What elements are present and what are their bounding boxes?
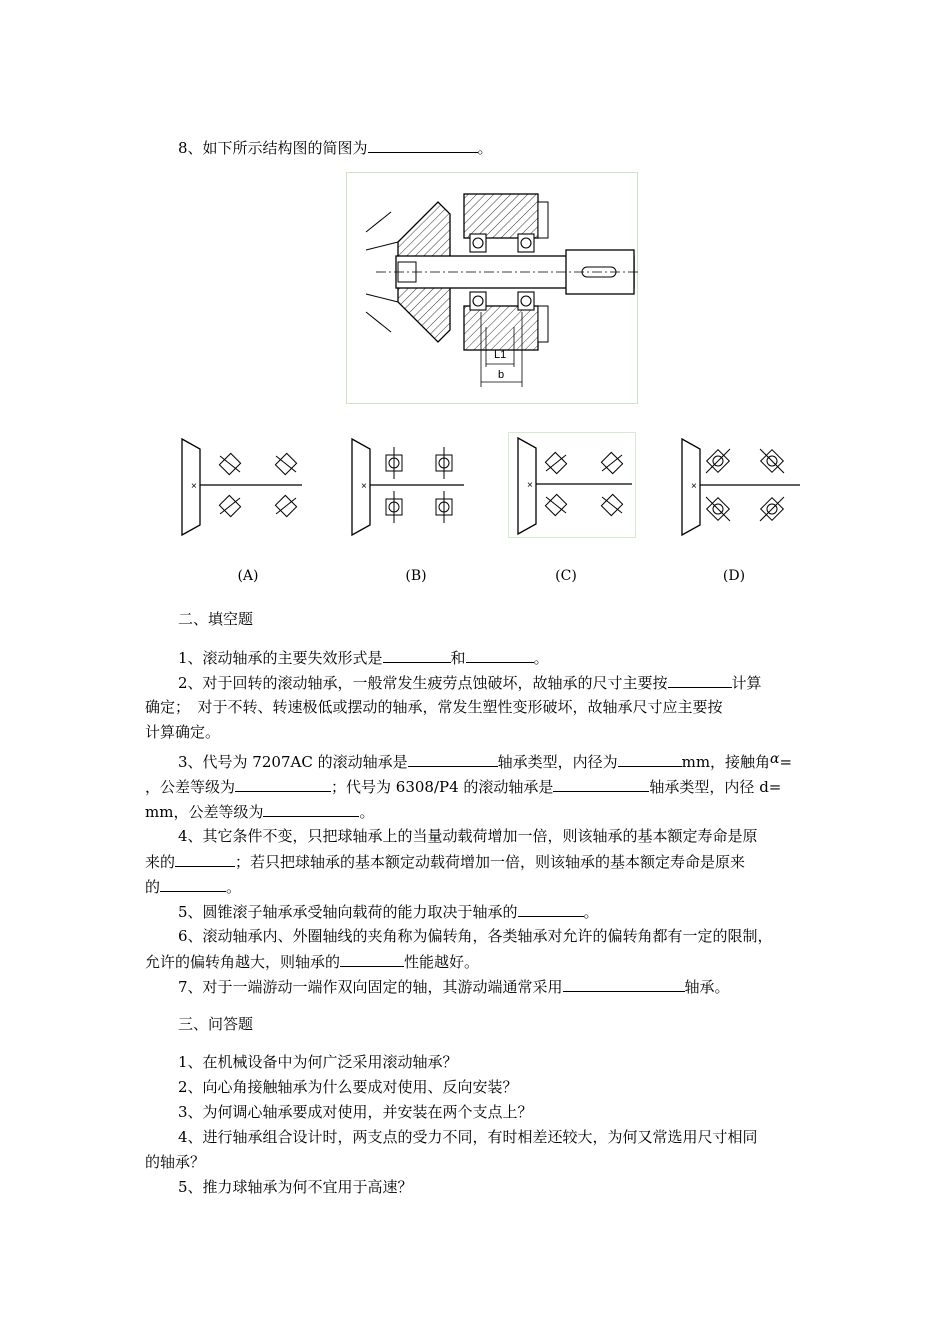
option-a-label: (A) xyxy=(237,568,259,584)
s2-q3-blank5[interactable] xyxy=(263,801,359,817)
option-b-label: (B) xyxy=(405,568,427,584)
svg-text:×: × xyxy=(191,481,197,492)
option-d-schematic[interactable] xyxy=(676,435,804,539)
s2-q2-blank1[interactable] xyxy=(668,672,732,688)
s2-q6-line1: 6、滚动轴承内、外圈轴线的夹角称为偏转角，各类轴承对允许的偏转角都有一定的限制， xyxy=(178,927,773,945)
s2-q5-blank[interactable] xyxy=(518,901,584,917)
q8-blank[interactable] xyxy=(368,137,478,153)
bearing-structure-drawing xyxy=(346,172,638,404)
section3-title: 三、问答题 xyxy=(178,1015,254,1033)
s2-q3-blank1[interactable] xyxy=(408,751,498,767)
option-b-schematic[interactable] xyxy=(340,435,468,539)
svg-text:×: × xyxy=(527,480,533,491)
s3-q3: 3、为何调心轴承要成对使用，并安装在两个支点上？ xyxy=(178,1103,533,1121)
dim-b-label: b xyxy=(498,369,505,381)
s2-q6-line2: 允许的偏转角越大，则轴承的 性能越好。 xyxy=(145,953,480,971)
s2-q1-blank1[interactable] xyxy=(383,647,451,663)
s2-q2-line1: 2、对于回转的滚动轴承，一般常发生疲劳点蚀破坏，故轴承的尺寸主要按 计算 xyxy=(178,674,762,692)
s3-q4-line1: 4、进行轴承组合设计时，两支点的受力不同，有时相差还较大，为何又常选用尺寸相同 xyxy=(178,1128,758,1146)
alpha-symbol: α xyxy=(770,751,780,767)
s2-q3-blank4[interactable] xyxy=(553,776,649,792)
s2-q4-line2: 来的 ；若只把球轴承的基本额定动载荷增加一倍，则该轴承的基本额定寿命是原来 xyxy=(145,853,746,871)
s2-q2-line3: 计算确定。 xyxy=(145,723,221,741)
option-d-label: (D) xyxy=(722,568,746,584)
s2-q3-line1: 3、代号为 7207AC 的滚动轴承是 轴承类型，内径为 mm，接触角α= xyxy=(178,751,793,771)
s2-q3-line2: ，公差等级为 ；代号为 6308/P4 的滚动轴承是 轴承类型，内径 d= xyxy=(145,778,782,796)
svg-text:×: × xyxy=(691,481,697,492)
q8-line: 8、如下所示结构图的简图为 。 xyxy=(178,139,493,157)
s2-q7-blank[interactable] xyxy=(563,976,685,992)
s2-q5: 5、圆锥滚子轴承承受轴向载荷的能力取决于轴承的 。 xyxy=(178,903,599,921)
s2-q4-blank2[interactable] xyxy=(160,876,226,892)
s3-q5: 5、推力球轴承为何不宜用于高速？ xyxy=(178,1178,413,1196)
s2-q3-blank2[interactable] xyxy=(618,751,682,767)
q8-text: 8、如下所示结构图的简图为 xyxy=(178,139,368,157)
s2-q1: 1、滚动轴承的主要失效形式是 和 。 xyxy=(178,649,549,667)
s2-q4-line3: 的 。 xyxy=(145,878,242,896)
option-c-schematic[interactable] xyxy=(508,432,636,538)
s2-q2-line2: 确定； 对于不转、转速极低或摆动的轴承，常发生塑性变形破坏，故轴承尺寸应主要按 xyxy=(145,698,723,716)
section2-title: 二、填空题 xyxy=(178,610,254,628)
s2-q4-line1: 4、其它条件不变，只把球轴承上的当量动载荷增加一倍，则该轴承的基本额定寿命是原 xyxy=(178,827,758,845)
s2-q4-blank1[interactable] xyxy=(175,851,235,867)
s2-q1-blank2[interactable] xyxy=(466,647,534,663)
s2-q3-line3: mm，公差等级为 。 xyxy=(145,803,375,821)
s2-q7: 7、对于一端游动一端作双向固定的轴，其游动端通常采用 轴承。 xyxy=(178,978,730,996)
s2-q6-blank[interactable] xyxy=(340,951,404,967)
dim-l1-label: L1 xyxy=(494,349,507,361)
s3-q2: 2、向心角接触轴承为什么要成对使用、反向安装？ xyxy=(178,1078,518,1096)
s3-q1: 1、在机械设备中为何广泛采用滚动轴承？ xyxy=(178,1053,458,1071)
option-a-schematic[interactable] xyxy=(178,435,306,539)
s2-q3-blank3[interactable] xyxy=(235,776,331,792)
s3-q4-line2: 的轴承？ xyxy=(145,1153,206,1171)
svg-text:×: × xyxy=(361,481,367,492)
option-c-label: (C) xyxy=(555,568,577,584)
